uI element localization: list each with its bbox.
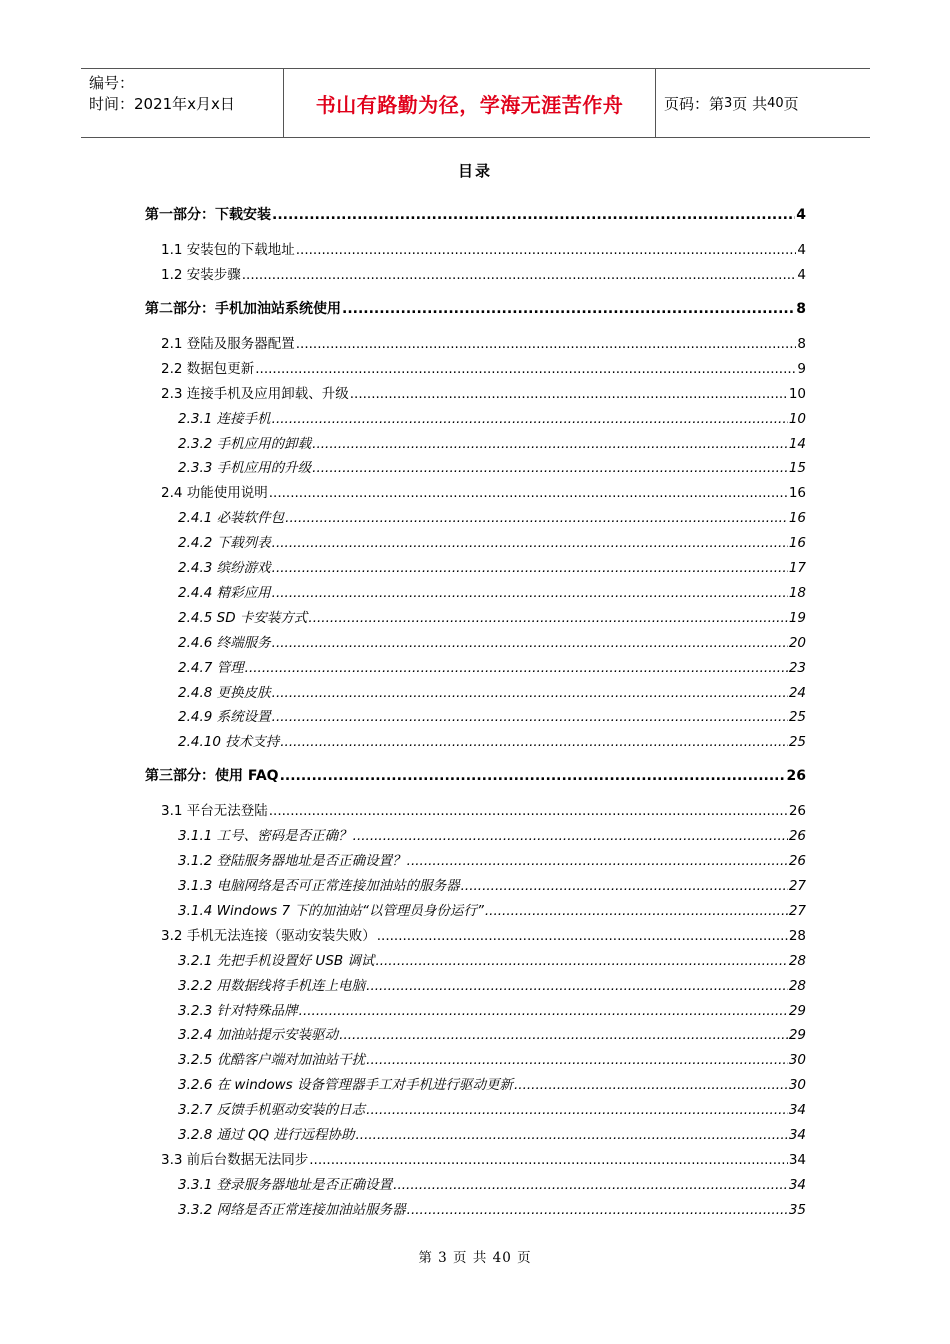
toc-entry-title: 2.4.3 缤纷游戏 [178, 560, 271, 576]
toc-entry[interactable] [178, 558, 806, 578]
toc-entry-title: 第二部分：手机加油站系统使用 [145, 300, 341, 317]
toc-entry-title: 2.3 连接手机及应用卸载、升级 [161, 385, 349, 402]
toc-entry-page: 35 [788, 1201, 806, 1218]
toc-dot-leader [280, 732, 788, 752]
toc-dot-leader [355, 1125, 787, 1145]
toc-dot-leader [272, 205, 795, 225]
toc-entry-title: 3.1.3 电脑网络是否可正常连接加油站的服务器 [178, 878, 460, 894]
toc-title: 目录 [457, 162, 492, 180]
toc-entry[interactable] [178, 732, 806, 752]
toc-entry-title: 第一部分：下载安装 [145, 207, 271, 223]
toc-dot-leader [407, 851, 788, 871]
toc-dot-leader [312, 434, 788, 454]
toc-entry-title: 3.2.1 先把手机设置好 USB 调试 [178, 952, 375, 969]
toc-entry[interactable] [178, 826, 806, 846]
toc-entry[interactable] [178, 1075, 806, 1095]
toc-entry-page: 28 [788, 977, 806, 994]
toc-entry-page: 28 [788, 927, 806, 944]
toc-entry-page: 34 [788, 1151, 806, 1168]
toc-dot-leader [366, 1100, 788, 1120]
toc-entry-title: 2.4 功能使用说明 [161, 485, 268, 502]
toc-entry-page: 8 [797, 335, 806, 352]
toc-entry-title: 2.4.9 系统设置 [178, 709, 271, 726]
toc-entry[interactable] [178, 683, 806, 703]
toc-entry-page: 16 [788, 535, 806, 552]
toc-entry-page: 25 [788, 734, 806, 751]
page-prefix: 页码：第 [664, 94, 725, 113]
toc-dot-leader [272, 683, 788, 703]
toc-entry-title: 2.3.3 手机应用的升级 [178, 460, 312, 477]
toc-entry-page: 9 [797, 360, 806, 377]
toc-entry-title: 2.4.1 必装软件包 [178, 510, 285, 527]
toc-entry[interactable] [178, 1175, 806, 1195]
toc-entry-title: 3.2.4 加油站提示安装驱动 [178, 1027, 339, 1044]
toc-entry-title: 3.1.4 Windows 7 下的加油站“以管理员身份运行” [178, 902, 484, 919]
toc-entry[interactable] [178, 583, 806, 603]
page-current: 3 [724, 95, 733, 111]
header-motto: 书山有路勤为径，学海无涯苦作舟 [283, 69, 656, 137]
toc-dot-leader [377, 926, 788, 946]
toc-entry[interactable] [145, 205, 806, 225]
toc-dot-leader [296, 334, 797, 354]
toc-entry-page: 8 [796, 300, 806, 317]
toc-dot-leader [375, 951, 787, 971]
toc-entry-title: 2.4.5 SD 卡安装方式 [178, 609, 308, 626]
toc-dot-leader [272, 583, 788, 603]
toc-entry-page: 4 [796, 207, 806, 223]
toc-entry[interactable] [178, 1125, 806, 1145]
toc-entry[interactable] [178, 533, 806, 553]
toc-entry-page: 27 [788, 902, 806, 919]
toc-entry-page: 10 [788, 410, 806, 427]
toc-entry-title: 2.4.10 技术支持 [178, 734, 280, 751]
toc-entry-title: 1.1 安装包的下载地址 [161, 242, 295, 258]
toc-dot-leader [514, 1075, 788, 1095]
toc-entry-page: 26 [788, 853, 806, 870]
toc-entry-title: 2.1 登陆及服务器配置 [161, 335, 295, 352]
toc-entry-page: 25 [788, 709, 806, 726]
toc-entry-title: 3.2.7 反馈手机驱动安装的日志 [178, 1102, 366, 1119]
toc-entry-page: 30 [788, 1052, 806, 1069]
toc-dot-leader [312, 458, 788, 478]
toc-entry-title: 3.2 手机无法连接（驱动安装失败） [161, 927, 376, 944]
toc-entry-title: 第三部分：使用 FAQ [145, 768, 279, 785]
toc-entry-page: 24 [788, 684, 806, 701]
toc-entry[interactable] [178, 508, 806, 528]
toc-entry[interactable] [178, 1200, 806, 1220]
toc-entry[interactable] [178, 876, 806, 896]
page-suffix: 页 [783, 94, 799, 113]
toc-entry-page: 34 [788, 1127, 806, 1143]
toc-dot-leader [255, 359, 796, 379]
toc-entry-title: 3.2.8 通过 QQ 进行远程协助 [178, 1127, 355, 1143]
toc-entry-title: 2.3.1 连接手机 [178, 410, 271, 427]
document-number-label: 编号： [89, 74, 135, 92]
toc-entry-page: 28 [788, 952, 806, 969]
toc-entry-title: 3.1.2 登陆服务器地址是否正确设置？ [178, 853, 406, 870]
toc-entry-page: 4 [797, 266, 806, 283]
toc-dot-leader [407, 1200, 788, 1220]
toc-entry[interactable] [178, 1050, 806, 1070]
toc-entry-page: 29 [788, 1027, 806, 1044]
toc-dot-leader [342, 299, 795, 319]
toc-entry[interactable] [161, 1150, 806, 1170]
toc-dot-leader [485, 901, 788, 921]
toc-dot-leader [309, 1150, 788, 1170]
toc-entry-page: 15 [788, 460, 806, 477]
toc-dot-leader [296, 240, 797, 260]
toc-entry-title: 3.1.1 工号、密码是否正确？ [178, 828, 352, 845]
toc-entry-title: 3.2.2 用数据线将手机连上电脑 [178, 977, 366, 994]
toc-dot-leader [272, 533, 788, 553]
toc-entry-page: 16 [788, 485, 806, 502]
toc-entry-title: 2.4.7 管理 [178, 659, 244, 676]
toc-dot-leader [245, 658, 788, 678]
toc-entry-page: 17 [788, 560, 806, 576]
toc-dot-leader [269, 801, 788, 821]
toc-entry[interactable] [178, 1025, 806, 1045]
toc-dot-leader [285, 508, 788, 528]
toc-entry-page: 30 [788, 1077, 806, 1094]
toc-dot-leader [272, 633, 788, 653]
toc-dot-leader [242, 265, 797, 285]
toc-entry[interactable] [178, 976, 806, 996]
toc-dot-leader [366, 1050, 788, 1070]
toc-entry-page: 26 [788, 803, 806, 820]
toc-entry-page: 16 [788, 510, 806, 527]
toc-dot-leader [272, 558, 788, 578]
toc-dot-leader [308, 608, 787, 628]
toc-entry-page: 18 [788, 584, 806, 601]
toc-entry-title: 2.4.6 终端服务 [178, 634, 271, 651]
document-time-label: 时间：2021年x月x日 [89, 95, 235, 113]
page-middle: 页 共 [732, 94, 768, 113]
toc-dot-leader [272, 409, 788, 429]
toc-entry[interactable] [178, 658, 806, 678]
toc-dot-leader [272, 707, 788, 727]
toc-entry-title: 3.3 前后台数据无法同步 [161, 1151, 309, 1168]
toc-entry-page: 19 [788, 609, 806, 626]
toc-entry[interactable] [178, 409, 806, 429]
toc-entry[interactable] [145, 766, 806, 786]
toc-dot-leader [366, 976, 788, 996]
toc-entry[interactable] [161, 926, 806, 946]
toc-entry-page: 10 [788, 385, 806, 402]
toc-dot-leader [269, 483, 788, 503]
toc-entry[interactable] [178, 851, 806, 871]
toc-dot-leader [353, 826, 788, 846]
toc-entry[interactable] [161, 240, 806, 260]
toc-entry-title: 2.4.4 精彩应用 [178, 584, 271, 601]
toc-entry-title: 3.2.6 在 windows 设备管理器手工对手机进行驱动更新 [178, 1077, 513, 1094]
toc-entry-page: 26 [786, 768, 806, 785]
toc-entry[interactable] [161, 334, 806, 354]
toc-entry[interactable] [178, 633, 806, 653]
toc-dot-leader [350, 384, 788, 404]
page-total: 40 [767, 95, 784, 111]
toc-entry[interactable] [178, 951, 806, 971]
toc-entry-title: 2.3.2 手机应用的卸载 [178, 435, 312, 452]
toc-dot-leader [299, 1001, 788, 1021]
toc-entry[interactable] [178, 707, 806, 727]
toc-entry-title: 3.2.5 优酷客户端对加油站干扰 [178, 1052, 366, 1069]
toc-entry-page: 27 [788, 878, 806, 894]
toc-entry[interactable] [161, 265, 806, 285]
toc-entry-page: 23 [788, 659, 806, 676]
toc-dot-leader [393, 1175, 788, 1195]
toc-entry-page: 34 [788, 1102, 806, 1119]
toc-entry-page: 29 [788, 1002, 806, 1019]
toc-entry-title: 1.2 安装步骤 [161, 266, 241, 283]
toc-entry[interactable] [161, 384, 806, 404]
toc-entry-title: 2.2 数据包更新 [161, 360, 255, 377]
toc-entry-page: 20 [788, 634, 806, 651]
toc-entry[interactable] [178, 458, 806, 478]
toc-entry[interactable] [161, 801, 806, 821]
toc-entry[interactable] [161, 483, 806, 503]
toc-entry[interactable] [178, 1001, 806, 1021]
toc-entry[interactable] [145, 299, 806, 319]
toc-entry[interactable] [178, 901, 806, 921]
toc-entry[interactable] [178, 608, 806, 628]
toc-entry-title: 3.3.2 网络是否正常连接加油站服务器 [178, 1201, 406, 1218]
toc-dot-leader [461, 876, 788, 896]
toc-dot-leader [280, 766, 786, 786]
toc-entry[interactable] [178, 434, 806, 454]
toc-entry-title: 3.2.3 针对特殊品牌 [178, 1002, 298, 1019]
toc-entry-page: 4 [797, 242, 806, 258]
toc-entry-page: 34 [788, 1176, 806, 1193]
toc-entry-title: 2.4.8 更换皮肤 [178, 684, 271, 701]
toc-entry-title: 2.4.2 下载列表 [178, 535, 271, 552]
toc-entry-page: 26 [788, 828, 806, 845]
toc-entry-title: 3.1 平台无法登陆 [161, 803, 268, 820]
toc-entry[interactable] [178, 1100, 806, 1120]
toc-entry-page: 14 [788, 435, 806, 452]
toc-entry-title: 3.3.1 登录服务器地址是否正确设置 [178, 1176, 393, 1193]
page-footer: 第 3 页 共 40 页 [418, 1250, 532, 1266]
toc-entry[interactable] [161, 359, 806, 379]
toc-dot-leader [339, 1025, 788, 1045]
